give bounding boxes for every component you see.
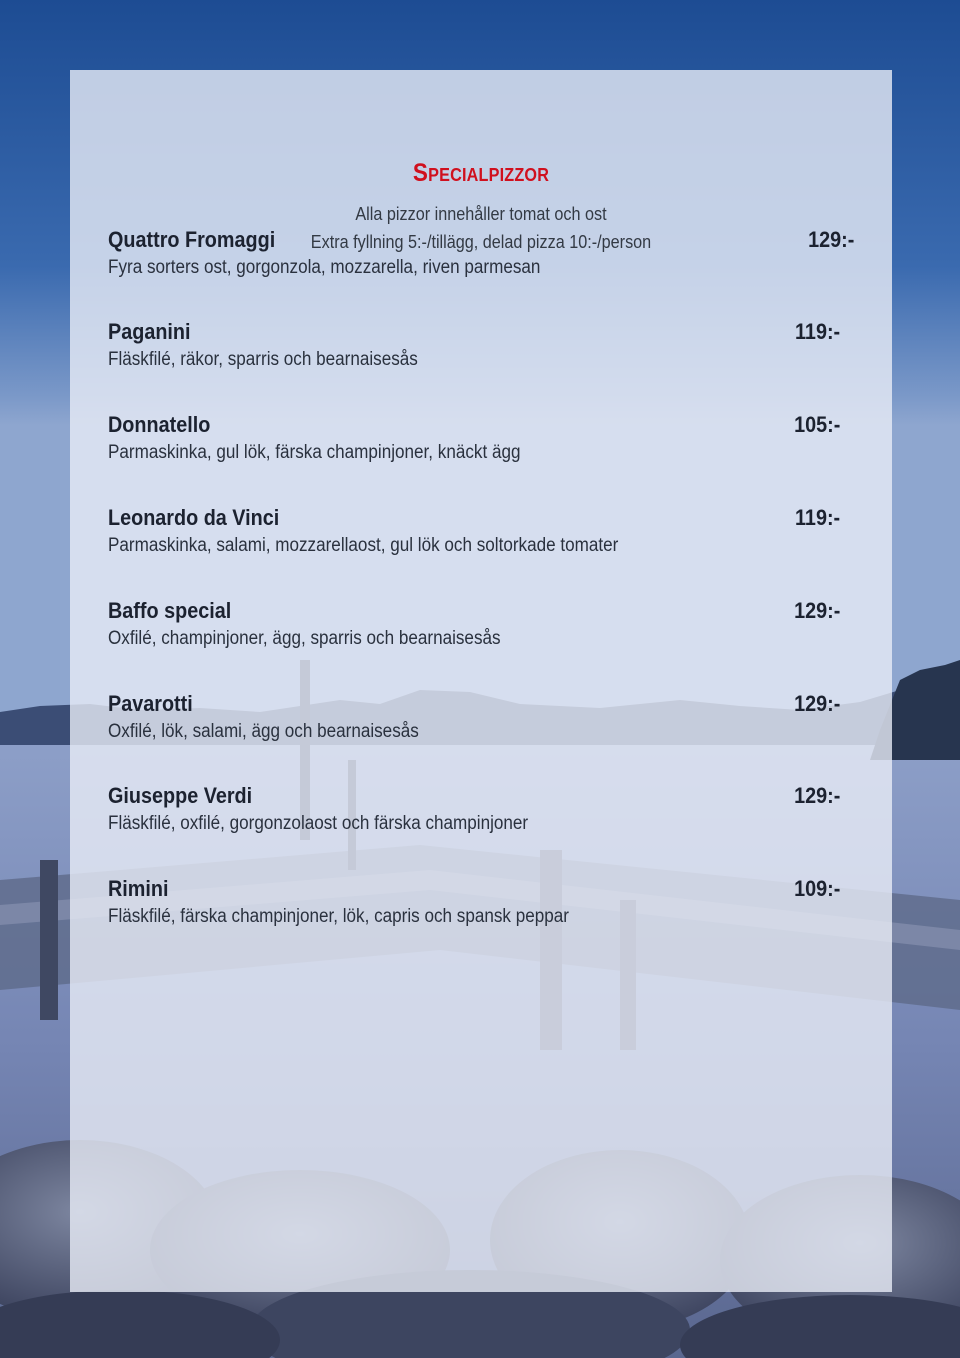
menu-item-description: Parmaskinka, salami, mozzarellaost, gul lök och soltorkade tomater: [108, 535, 619, 556]
menu-item-name: Paganini: [108, 319, 191, 344]
menu-panel: [70, 70, 892, 1292]
menu-item-description: Oxfilé, champinjoner, ägg, sparris och bearnaisesås: [108, 628, 501, 649]
menu-item-name: Donnatello: [108, 412, 211, 437]
menu-item: [108, 227, 854, 287]
menu-item-price: 109:-: [793, 876, 840, 901]
menu-item: [108, 505, 854, 565]
menu-item-name: Quattro Fromaggi: [108, 227, 276, 252]
menu-subtitle-extras: Extra fyllning 5:-/tillägg, delad pizza 10:-/person: [310, 232, 652, 252]
menu-item-description: Fläskfilé, räkor, sparris och bearnaisesås: [108, 349, 418, 370]
menu-item-name: Leonardo da Vinci: [108, 505, 280, 530]
menu-item-name: Baffo special: [108, 598, 232, 623]
menu-item-description: Fläskfilé, oxfilé, gorgonzolaost och färska champinjoner: [108, 813, 529, 834]
menu-item-description: Oxfilé, lök, salami, ägg och bearnaisesås: [108, 721, 419, 742]
menu-subtitle-toppings: Alla pizzor innehåller tomat och ost: [355, 204, 607, 224]
menu-item: [108, 598, 854, 658]
menu-item-price: 119:-: [794, 505, 840, 530]
menu-item-name: Giuseppe Verdi: [108, 783, 253, 808]
menu-item-description: Fyra sorters ost, gorgonzola, mozzarella, riven parmesan: [108, 257, 541, 278]
menu-item-price: 105:-: [793, 412, 840, 437]
menu-item: [108, 876, 854, 936]
menu-item-name: Pavarotti: [108, 691, 193, 716]
menu-item-name: Rimini: [108, 876, 169, 901]
menu-item: [108, 412, 854, 472]
menu-item-price: 129:-: [807, 227, 854, 252]
menu-item-price: 129:-: [793, 691, 840, 716]
menu-item-description: Parmaskinka, gul lök, färska champinjoner, knäckt ägg: [108, 442, 521, 463]
menu-item-description: Fläskfilé, färska champinjoner, lök, capris och spansk peppar: [108, 906, 569, 927]
menu-item-price: 119:-: [794, 319, 840, 344]
menu-item-price: 129:-: [793, 783, 840, 808]
menu-item: [108, 691, 854, 751]
menu-item: [108, 319, 854, 379]
menu-item-price: 129:-: [793, 598, 840, 623]
menu-title: Specialpizzor: [412, 159, 550, 187]
menu-item: [108, 783, 854, 843]
